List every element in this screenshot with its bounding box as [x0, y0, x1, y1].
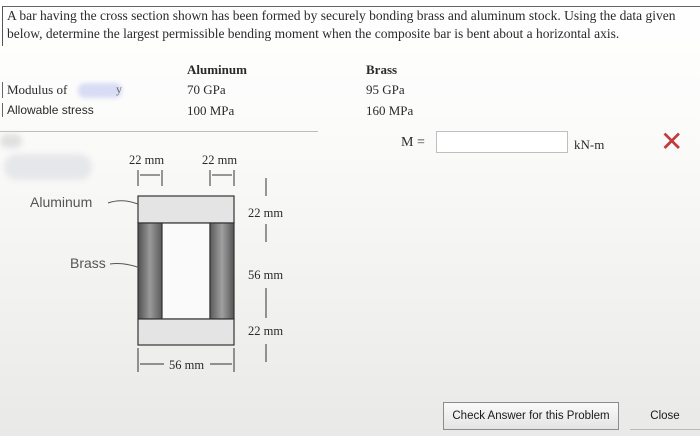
check-answer-button[interactable]: Check Answer for this Problem [443, 402, 619, 430]
modulus-label: Modulus of [2, 82, 67, 98]
brass-right-plate [210, 223, 234, 319]
modulus-suffix: y [116, 82, 122, 96]
x-mark-icon: ✕ [660, 125, 684, 158]
moment-unit: kN-m [574, 137, 605, 152]
aluminum-leader [108, 201, 138, 204]
dim-right-top: 22 mm [248, 206, 284, 220]
aluminum-bottom-plate [138, 319, 234, 345]
dim-arrows-top [138, 170, 234, 186]
brass-stress: 160 MPa [366, 103, 414, 118]
brass-header: Brass [366, 62, 398, 77]
aluminum-label: Aluminum [30, 194, 93, 210]
cross-section-figure [0, 148, 320, 378]
moment-label: M = [401, 135, 425, 150]
brass-label: Brass [70, 255, 106, 271]
aluminum-header: Aluminum [187, 62, 247, 77]
dim-top-right: 22 mm [202, 153, 238, 167]
allowable-stress-label: Allowable stress [2, 103, 94, 117]
problem-line-1: A bar having the cross section shown has been formed by securely bonding brass and aluminum stock. Using the data given [7, 8, 676, 23]
glare-blur [0, 134, 22, 148]
section-divider [0, 131, 318, 132]
close-button[interactable]: Close [630, 402, 700, 430]
problem-statement [2, 6, 700, 46]
aluminum-top-plate [138, 196, 234, 223]
hollow-core [162, 223, 210, 319]
brass-modulus: 95 GPa [366, 82, 405, 97]
dim-right-bot: 22 mm [248, 324, 284, 338]
problem-line-2: below, determine the largest permissible bending moment when the composite bar is bent about a horizontal axis. [7, 26, 620, 41]
aluminum-stress: 100 MPa [187, 103, 235, 118]
moment-answer-input[interactable] [436, 131, 568, 153]
dim-top-left: 22 mm [129, 153, 165, 167]
aluminum-modulus: 70 GPa [187, 82, 226, 97]
dim-bottom: 56 mm [169, 358, 205, 372]
dim-right-mid: 56 mm [248, 268, 284, 282]
brass-leader [110, 264, 140, 269]
brass-left-plate [138, 223, 162, 319]
